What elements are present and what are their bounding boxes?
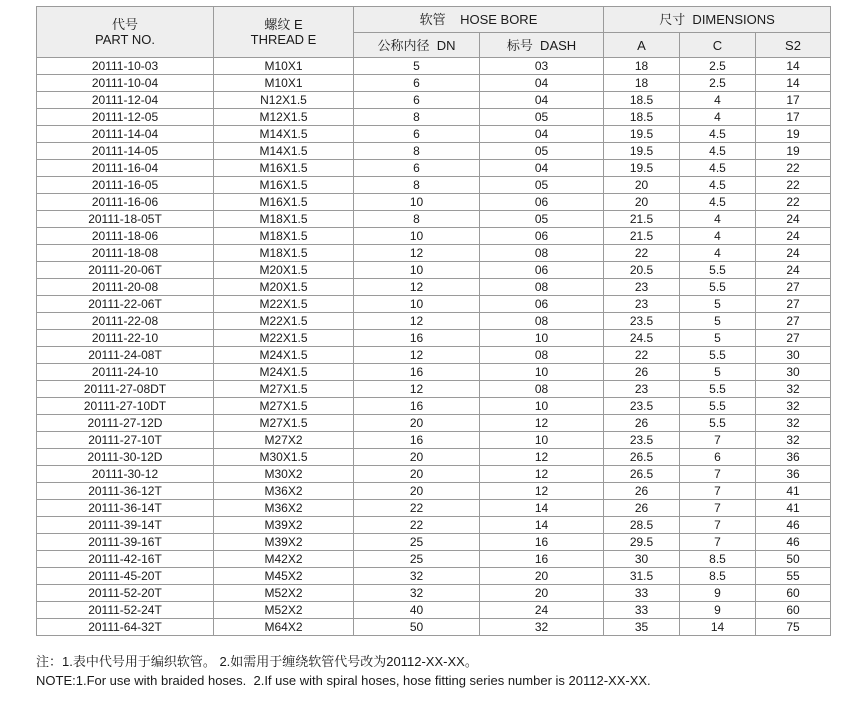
- dash-cell: 04: [480, 75, 604, 92]
- part-no-cell: 20111-27-10T: [37, 432, 214, 449]
- table-row: [37, 92, 831, 109]
- s2-cell: 32: [756, 381, 831, 398]
- c-cell: 6: [680, 449, 756, 466]
- dash-cell: 20: [480, 568, 604, 585]
- table-row: [37, 279, 831, 296]
- dash-cell: 05: [480, 211, 604, 228]
- table-row: [37, 58, 831, 75]
- thread-cell: M16X1.5: [214, 177, 354, 194]
- dn-cell: 25: [354, 534, 480, 551]
- table-row: [37, 347, 831, 364]
- a-cell: 23.5: [604, 398, 680, 415]
- dash-cell: 04: [480, 92, 604, 109]
- table-row: [37, 75, 831, 92]
- part-no-cell: 20111-16-04: [37, 160, 214, 177]
- s2-cell: 30: [756, 364, 831, 381]
- dash-cell: 16: [480, 534, 604, 551]
- table-row: [37, 381, 831, 398]
- c-cell: 5.5: [680, 415, 756, 432]
- part-no-cell: 20111-64-32T: [37, 619, 214, 636]
- dash-cell: 08: [480, 313, 604, 330]
- a-cell: 20: [604, 177, 680, 194]
- dash-cell: 05: [480, 177, 604, 194]
- dn-cell: 10: [354, 194, 480, 211]
- table-row: [37, 466, 831, 483]
- dash-cell: 24: [480, 602, 604, 619]
- dn-cell: 6: [354, 126, 480, 143]
- part-no-cell: 20111-27-12D: [37, 415, 214, 432]
- s2-cell: 41: [756, 483, 831, 500]
- s2-cell: 30: [756, 347, 831, 364]
- a-cell: 31.5: [604, 568, 680, 585]
- s2-cell: 32: [756, 415, 831, 432]
- part-no-cell: 20111-24-10: [37, 364, 214, 381]
- dn-cell: 20: [354, 483, 480, 500]
- table-row: [37, 398, 831, 415]
- thread-cell: M27X1.5: [214, 381, 354, 398]
- part-no-cell: 20111-42-16T: [37, 551, 214, 568]
- thread-cell: M20X1.5: [214, 279, 354, 296]
- thread-cell: M27X1.5: [214, 415, 354, 432]
- dn-cell: 12: [354, 245, 480, 262]
- spec-table: [36, 6, 831, 636]
- c-cell: 4: [680, 211, 756, 228]
- dn-cell: 12: [354, 381, 480, 398]
- part-no-cell: 20111-18-08: [37, 245, 214, 262]
- table-row: [37, 602, 831, 619]
- dash-cell: 10: [480, 432, 604, 449]
- s2-cell: 22: [756, 160, 831, 177]
- thread-cell: M12X1.5: [214, 109, 354, 126]
- s2-cell: 41: [756, 500, 831, 517]
- thread-cell: M30X1.5: [214, 449, 354, 466]
- dn-cell: 16: [354, 364, 480, 381]
- s2-cell: 27: [756, 330, 831, 347]
- dash-cell: 08: [480, 381, 604, 398]
- part-no-cell: 20111-14-05: [37, 143, 214, 160]
- thread-cell: M27X1.5: [214, 398, 354, 415]
- thread-cell: M24X1.5: [214, 347, 354, 364]
- dn-cell: 6: [354, 160, 480, 177]
- a-cell: 18: [604, 75, 680, 92]
- part-no-cell: 20111-27-08DT: [37, 381, 214, 398]
- a-cell: 23: [604, 279, 680, 296]
- dn-cell: 20: [354, 415, 480, 432]
- s2-cell: 46: [756, 517, 831, 534]
- thread-cell: M10X1: [214, 75, 354, 92]
- notes: [36, 652, 651, 690]
- a-cell: 20: [604, 194, 680, 211]
- thread-cell: M30X2: [214, 466, 354, 483]
- a-cell: 29.5: [604, 534, 680, 551]
- dash-cell: 32: [480, 619, 604, 636]
- header-a: A: [604, 33, 680, 58]
- part-no-cell: 20111-52-24T: [37, 602, 214, 619]
- c-cell: 2.5: [680, 75, 756, 92]
- thread-cell: M22X1.5: [214, 330, 354, 347]
- header-part-no: [37, 7, 214, 58]
- table-row: [37, 245, 831, 262]
- a-cell: 19.5: [604, 160, 680, 177]
- table-row: [37, 568, 831, 585]
- s2-cell: 60: [756, 585, 831, 602]
- header-dimensions: 尺寸 DIMENSIONS: [604, 7, 831, 33]
- part-no-cell: 20111-12-04: [37, 92, 214, 109]
- dn-cell: 12: [354, 347, 480, 364]
- part-no-cell: 20111-18-05T: [37, 211, 214, 228]
- thread-cell: M14X1.5: [214, 126, 354, 143]
- c-cell: 4.5: [680, 126, 756, 143]
- table-row: [37, 177, 831, 194]
- thread-cell: M18X1.5: [214, 228, 354, 245]
- dash-cell: 08: [480, 279, 604, 296]
- thread-cell: M42X2: [214, 551, 354, 568]
- s2-cell: 27: [756, 313, 831, 330]
- dash-cell: 10: [480, 330, 604, 347]
- thread-cell: M20X1.5: [214, 262, 354, 279]
- part-no-cell: 20111-20-06T: [37, 262, 214, 279]
- thread-cell: M39X2: [214, 534, 354, 551]
- s2-cell: 27: [756, 279, 831, 296]
- dn-cell: 20: [354, 466, 480, 483]
- a-cell: 19.5: [604, 126, 680, 143]
- a-cell: 19.5: [604, 143, 680, 160]
- header-s2: S2: [756, 33, 831, 58]
- c-cell: 7: [680, 466, 756, 483]
- thread-cell: M45X2: [214, 568, 354, 585]
- c-cell: 4.5: [680, 177, 756, 194]
- table-body: [37, 58, 831, 636]
- dash-cell: 14: [480, 517, 604, 534]
- s2-cell: 46: [756, 534, 831, 551]
- table-row: [37, 143, 831, 160]
- a-cell: 22: [604, 347, 680, 364]
- header-c: C: [680, 33, 756, 58]
- part-no-cell: 20111-16-05: [37, 177, 214, 194]
- part-no-cell: 20111-24-08T: [37, 347, 214, 364]
- table-row: [37, 313, 831, 330]
- table-row: [37, 619, 831, 636]
- c-cell: 8.5: [680, 568, 756, 585]
- dn-cell: 5: [354, 58, 480, 75]
- s2-cell: 19: [756, 126, 831, 143]
- c-cell: 7: [680, 534, 756, 551]
- thread-cell: M14X1.5: [214, 143, 354, 160]
- table-row: [37, 160, 831, 177]
- a-cell: 23.5: [604, 313, 680, 330]
- header-thread-cn: 螺纹 E: [264, 17, 303, 32]
- table-row: [37, 551, 831, 568]
- table-row: [37, 534, 831, 551]
- c-cell: 5: [680, 296, 756, 313]
- table-row: [37, 415, 831, 432]
- a-cell: 26: [604, 500, 680, 517]
- part-no-cell: 20111-22-08: [37, 313, 214, 330]
- dn-cell: 10: [354, 296, 480, 313]
- s2-cell: 14: [756, 75, 831, 92]
- dn-cell: 16: [354, 398, 480, 415]
- part-no-cell: 20111-27-10DT: [37, 398, 214, 415]
- dn-cell: 8: [354, 143, 480, 160]
- table-row: [37, 483, 831, 500]
- part-no-cell: 20111-10-04: [37, 75, 214, 92]
- dash-cell: 06: [480, 262, 604, 279]
- a-cell: 23.5: [604, 432, 680, 449]
- part-no-cell: 20111-14-04: [37, 126, 214, 143]
- a-cell: 21.5: [604, 228, 680, 245]
- c-cell: 7: [680, 483, 756, 500]
- table-row: [37, 109, 831, 126]
- part-no-cell: 20111-22-06T: [37, 296, 214, 313]
- thread-cell: M64X2: [214, 619, 354, 636]
- s2-cell: 27: [756, 296, 831, 313]
- a-cell: 26: [604, 483, 680, 500]
- thread-cell: M18X1.5: [214, 211, 354, 228]
- table-row: [37, 296, 831, 313]
- dash-cell: 05: [480, 109, 604, 126]
- thread-cell: M18X1.5: [214, 245, 354, 262]
- part-no-cell: 20111-52-20T: [37, 585, 214, 602]
- s2-cell: 24: [756, 262, 831, 279]
- header-hose-bore: 软管 HOSE BORE: [354, 7, 604, 33]
- table-row: [37, 211, 831, 228]
- table-row: [37, 330, 831, 347]
- dn-cell: 22: [354, 500, 480, 517]
- a-cell: 26.5: [604, 466, 680, 483]
- s2-cell: 36: [756, 449, 831, 466]
- thread-cell: M22X1.5: [214, 313, 354, 330]
- dash-cell: 08: [480, 245, 604, 262]
- note-cn: 注：1.表中代号用于编织软管。 2.如需用于缠绕软管代号改为20112-XX-XX。: [36, 654, 478, 669]
- c-cell: 4: [680, 228, 756, 245]
- dash-cell: 03: [480, 58, 604, 75]
- c-cell: 7: [680, 500, 756, 517]
- table-row: [37, 517, 831, 534]
- dash-cell: 16: [480, 551, 604, 568]
- a-cell: 28.5: [604, 517, 680, 534]
- part-no-cell: 20111-39-16T: [37, 534, 214, 551]
- dn-cell: 6: [354, 92, 480, 109]
- c-cell: 8.5: [680, 551, 756, 568]
- part-no-cell: 20111-36-12T: [37, 483, 214, 500]
- s2-cell: 55: [756, 568, 831, 585]
- dash-cell: 20: [480, 585, 604, 602]
- c-cell: 4.5: [680, 143, 756, 160]
- s2-cell: 32: [756, 398, 831, 415]
- c-cell: 5.5: [680, 262, 756, 279]
- dash-cell: 06: [480, 228, 604, 245]
- a-cell: 22: [604, 245, 680, 262]
- c-cell: 4: [680, 245, 756, 262]
- c-cell: 7: [680, 432, 756, 449]
- s2-cell: 50: [756, 551, 831, 568]
- dash-cell: 10: [480, 364, 604, 381]
- dn-cell: 12: [354, 313, 480, 330]
- s2-cell: 22: [756, 194, 831, 211]
- a-cell: 18: [604, 58, 680, 75]
- dash-cell: 04: [480, 126, 604, 143]
- c-cell: 14: [680, 619, 756, 636]
- dn-cell: 32: [354, 585, 480, 602]
- s2-cell: 17: [756, 109, 831, 126]
- dn-cell: 6: [354, 75, 480, 92]
- dash-cell: 14: [480, 500, 604, 517]
- c-cell: 9: [680, 585, 756, 602]
- s2-cell: 22: [756, 177, 831, 194]
- c-cell: 5: [680, 364, 756, 381]
- part-no-cell: 20111-22-10: [37, 330, 214, 347]
- part-no-cell: 20111-30-12D: [37, 449, 214, 466]
- a-cell: 21.5: [604, 211, 680, 228]
- part-no-cell: 20111-45-20T: [37, 568, 214, 585]
- thread-cell: M36X2: [214, 500, 354, 517]
- c-cell: 4: [680, 92, 756, 109]
- c-cell: 5.5: [680, 279, 756, 296]
- table-row: [37, 126, 831, 143]
- a-cell: 26.5: [604, 449, 680, 466]
- dash-cell: 06: [480, 296, 604, 313]
- header-part-cn: 代号: [111, 17, 138, 32]
- c-cell: 4.5: [680, 194, 756, 211]
- table-row: [37, 585, 831, 602]
- thread-cell: M16X1.5: [214, 160, 354, 177]
- c-cell: 5.5: [680, 381, 756, 398]
- dn-cell: 50: [354, 619, 480, 636]
- c-cell: 2.5: [680, 58, 756, 75]
- thread-cell: M36X2: [214, 483, 354, 500]
- dn-cell: 32: [354, 568, 480, 585]
- s2-cell: 24: [756, 245, 831, 262]
- a-cell: 26: [604, 415, 680, 432]
- thread-cell: M10X1: [214, 58, 354, 75]
- s2-cell: 19: [756, 143, 831, 160]
- header-dn: 公称内径 DN: [354, 33, 480, 58]
- table-row: [37, 262, 831, 279]
- dn-cell: 25: [354, 551, 480, 568]
- c-cell: 5.5: [680, 347, 756, 364]
- a-cell: 18.5: [604, 109, 680, 126]
- s2-cell: 75: [756, 619, 831, 636]
- header-dash: 标号 DASH: [480, 33, 604, 58]
- thread-cell: M39X2: [214, 517, 354, 534]
- table-row: [37, 432, 831, 449]
- dash-cell: 04: [480, 160, 604, 177]
- s2-cell: 60: [756, 602, 831, 619]
- a-cell: 24.5: [604, 330, 680, 347]
- a-cell: 23: [604, 296, 680, 313]
- dn-cell: 12: [354, 279, 480, 296]
- dash-cell: 10: [480, 398, 604, 415]
- dash-cell: 05: [480, 143, 604, 160]
- c-cell: 4.5: [680, 160, 756, 177]
- table-row: [37, 228, 831, 245]
- a-cell: 35: [604, 619, 680, 636]
- table-row: [37, 449, 831, 466]
- part-no-cell: 20111-18-06: [37, 228, 214, 245]
- thread-cell: M24X1.5: [214, 364, 354, 381]
- table-row: [37, 194, 831, 211]
- part-no-cell: 20111-20-08: [37, 279, 214, 296]
- header-thread: [214, 7, 354, 58]
- part-no-cell: 20111-30-12: [37, 466, 214, 483]
- thread-cell: M52X2: [214, 585, 354, 602]
- header-thread-en: THREAD E: [250, 32, 317, 47]
- dash-cell: 12: [480, 483, 604, 500]
- dn-cell: 40: [354, 602, 480, 619]
- a-cell: 18.5: [604, 92, 680, 109]
- s2-cell: 24: [756, 228, 831, 245]
- dash-cell: 06: [480, 194, 604, 211]
- part-no-cell: 20111-10-03: [37, 58, 214, 75]
- dn-cell: 8: [354, 211, 480, 228]
- c-cell: 5.5: [680, 398, 756, 415]
- header-part-en: PART NO.: [95, 32, 155, 47]
- c-cell: 5: [680, 313, 756, 330]
- a-cell: 33: [604, 585, 680, 602]
- dn-cell: 16: [354, 330, 480, 347]
- a-cell: 26: [604, 364, 680, 381]
- part-no-cell: 20111-12-05: [37, 109, 214, 126]
- a-cell: 23: [604, 381, 680, 398]
- note-en: NOTE:1.For use with braided hoses. 2.If use with spiral hoses, hose fitting series number is 20112-XX-XX.: [36, 673, 651, 688]
- table-row: [37, 364, 831, 381]
- s2-cell: 32: [756, 432, 831, 449]
- thread-cell: M27X2: [214, 432, 354, 449]
- s2-cell: 17: [756, 92, 831, 109]
- thread-cell: M22X1.5: [214, 296, 354, 313]
- a-cell: 30: [604, 551, 680, 568]
- thread-cell: M16X1.5: [214, 194, 354, 211]
- dn-cell: 16: [354, 432, 480, 449]
- s2-cell: 24: [756, 211, 831, 228]
- part-no-cell: 20111-39-14T: [37, 517, 214, 534]
- dash-cell: 08: [480, 347, 604, 364]
- dash-cell: 12: [480, 466, 604, 483]
- a-cell: 33: [604, 602, 680, 619]
- thread-cell: N12X1.5: [214, 92, 354, 109]
- dn-cell: 8: [354, 177, 480, 194]
- dn-cell: 20: [354, 449, 480, 466]
- dn-cell: 10: [354, 228, 480, 245]
- s2-cell: 14: [756, 58, 831, 75]
- c-cell: 4: [680, 109, 756, 126]
- c-cell: 7: [680, 517, 756, 534]
- c-cell: 5: [680, 330, 756, 347]
- c-cell: 9: [680, 602, 756, 619]
- dn-cell: 10: [354, 262, 480, 279]
- dn-cell: 22: [354, 517, 480, 534]
- dn-cell: 8: [354, 109, 480, 126]
- table-row: [37, 500, 831, 517]
- part-no-cell: 20111-36-14T: [37, 500, 214, 517]
- thread-cell: M52X2: [214, 602, 354, 619]
- a-cell: 20.5: [604, 262, 680, 279]
- dash-cell: 12: [480, 449, 604, 466]
- dash-cell: 12: [480, 415, 604, 432]
- part-no-cell: 20111-16-06: [37, 194, 214, 211]
- s2-cell: 36: [756, 466, 831, 483]
